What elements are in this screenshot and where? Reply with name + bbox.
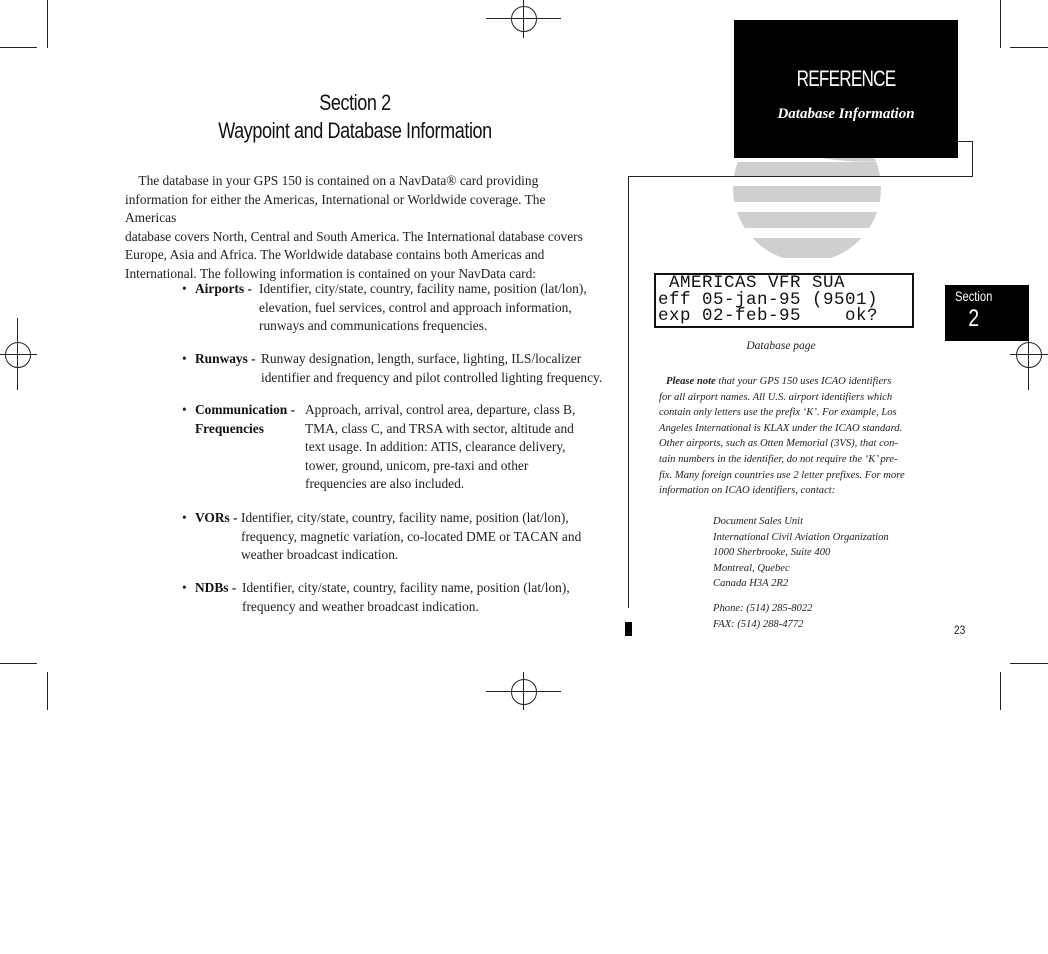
note-line: information on ICAO identifiers, contact: (659, 485, 836, 497)
bullet-line: frequency and weather broadcast indication. (242, 598, 479, 614)
bullet-dot: • (182, 402, 187, 417)
section-title: Section 2 (319, 90, 391, 115)
contact-phone-fax (713, 601, 812, 632)
bullet-dot: • (182, 351, 187, 366)
bullet-label: Communication - (195, 402, 296, 417)
bullet-label: VORs - (195, 510, 238, 525)
note-line: Other airports, such as Otten Memorial (3VS), that con- (659, 438, 898, 450)
bullet-line: text usage. In addition: ATIS, clearance delivery, (305, 439, 566, 454)
bullet-label: Airports - (195, 281, 252, 296)
note-line: for all airport names. All U.S. airport identifiers which (659, 391, 893, 403)
bullet-line: frequencies are also included. (305, 476, 465, 491)
bullet-line: runways and communications frequencies. (259, 318, 488, 333)
bullet-line: frequency, magnetic variation, co-located DME or TACAN and (241, 528, 582, 544)
database-page-screen (654, 273, 914, 328)
bullet-text (241, 509, 581, 565)
bullet-line: TMA, class C, and TRSA with sector, altitude and (305, 420, 574, 436)
bullet-dot: • (182, 510, 187, 525)
bullet-text (259, 280, 587, 336)
bullet-text (305, 401, 575, 494)
reference-header (734, 20, 958, 158)
note-line: tain numbers in the identifier, do not require the ‘K’ pre- (659, 453, 898, 465)
note-lead: Please note (666, 376, 716, 387)
intro-line: Europe, Asia and Africa. The Worldwide database contains both Americas and (125, 247, 545, 262)
bullet-line: identifier and frequency and pilot controlled lighting frequency. (261, 369, 603, 385)
note-paragraph (659, 374, 907, 499)
page-number: 23 (954, 623, 966, 637)
frame-line-header-right (958, 141, 973, 142)
frame-marker (625, 622, 632, 636)
intro-line: database covers North, Central and South America. The International database covers (125, 228, 583, 244)
intro-line: International. The following information is contained on your NavData card: (125, 265, 537, 281)
bullet-label: NDBs - (195, 580, 237, 595)
bullet-line: Approach, arrival, control area, departure, class B, (305, 402, 576, 417)
intro-paragraph (125, 172, 590, 283)
intro-line: information for either the Americas, International or Worldwide coverage. The Americas (125, 191, 546, 225)
address-line: Document Sales Unit (713, 516, 804, 527)
bullet-line: Runway designation, length, surface, lighting, ILS/localizer (261, 351, 582, 366)
section-tab-number: 2 (968, 305, 980, 332)
bullet-label-2: Frequencies (195, 420, 264, 436)
section-tab-label: Section (955, 288, 993, 304)
bullet-dot: • (182, 281, 187, 296)
note-line: that your GPS 150 uses ICAO identifiers (715, 376, 892, 387)
contact-address (713, 514, 889, 592)
note-line: fix. Many foreign countries use 2 letter prefixes. For more (659, 469, 905, 481)
bullet-line: Identifier, city/state, country, facility name, position (lat/lon), (241, 510, 569, 525)
screen-caption: Database page (746, 340, 816, 352)
lcd-line: eff 05-jan-95 (9501) (658, 289, 879, 310)
bullet-line: Identifier, city/state, country, facility name, position (lat/lon), (242, 580, 570, 595)
note-line: Angeles International is KLAX under the ICAO standard. (659, 422, 903, 434)
reference-title: REFERENCE (796, 66, 896, 91)
address-line: 1000 Sherbrooke, Suite 400 (713, 547, 831, 559)
frame-line-left (628, 176, 629, 608)
bullet-text (261, 350, 602, 387)
bullet-dot: • (182, 580, 187, 595)
address-line: International Civil Aviation Organization (713, 531, 889, 543)
intro-line: The database in your GPS 150 is contained on a NavData® card providing (125, 173, 539, 188)
note-line: contain only letters use the prefix ‘K’. For example, Los (659, 407, 897, 419)
section-subtitle: Waypoint and Database Information (218, 118, 492, 143)
section-tab (945, 285, 1029, 341)
reference-subtitle: Database Information (777, 106, 915, 122)
address-line: Montreal, Quebec (713, 562, 790, 574)
bullet-line: elevation, fuel services, control and approach information, (259, 299, 572, 315)
frame-line-right (972, 141, 973, 177)
bullet-line: Identifier, city/state, country, facility name, position (lat/lon), (259, 281, 587, 296)
fax: FAX: (514) 288-4772 (713, 618, 804, 630)
phone: Phone: (514) 285-8022 (713, 603, 813, 614)
bullet-line: tower, ground, unicom, pre-taxi and other (305, 457, 529, 473)
bullet-label: Runways - (195, 351, 256, 366)
address-line: Canada H3A 2R2 (713, 578, 789, 590)
lcd-line: exp 02-feb-95 ok? (658, 306, 879, 326)
bullet-line: weather broadcast indication. (241, 547, 399, 562)
lcd-line: AMERICAS VFR SUA (658, 273, 846, 293)
bullet-text (242, 579, 570, 616)
